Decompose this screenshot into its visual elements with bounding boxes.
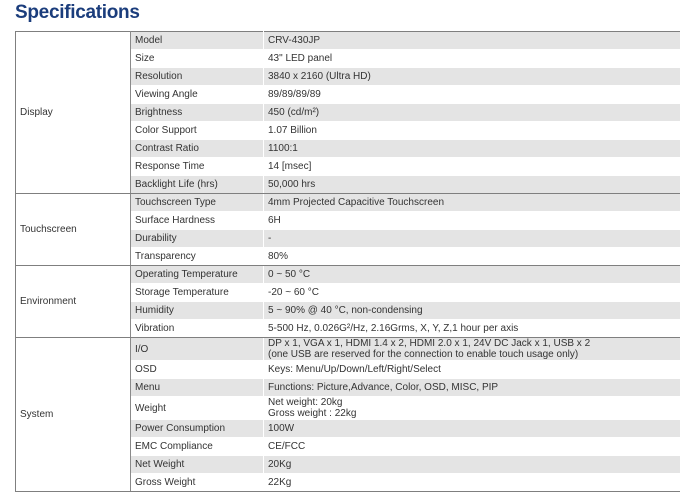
spec-label: OSD [131,361,264,379]
page-title: Specifications [15,2,140,23]
category-label: Display [16,32,131,194]
spec-value [264,230,680,248]
spec-value-line: 20Kg [268,459,292,470]
spec-value-line: 1.07 Billion [268,125,317,136]
category-label: System [16,338,131,492]
spec-value [264,86,680,104]
spec-value-line: 14 [msec] [268,161,312,172]
spec-value [264,284,680,302]
spec-value [264,176,680,194]
spec-value [264,248,680,266]
spec-value-line: 1100:1 [268,143,298,154]
spec-label: Model [131,32,264,50]
spec-value-line: 100W [268,423,295,434]
spec-value [264,212,680,230]
spec-value [264,266,680,284]
spec-value [264,158,680,176]
spec-label: Storage Temperature [131,284,264,302]
spec-label: Gross Weight [131,474,264,492]
spec-value [264,397,680,420]
spec-label: Size [131,50,264,68]
spec-label: Menu [131,379,264,397]
spec-label: Backlight Life (hrs) [131,176,264,194]
spec-value-line: (one USB are reserved for the connection to enable touch usage only) [268,349,579,360]
spec-label: Touchscreen Type [131,194,264,212]
spec-label: Vibration [131,320,264,338]
spec-label: Color Support [131,122,264,140]
spec-value-line: Gross weight : 22kg [268,408,357,419]
spec-value [264,456,680,474]
spec-value [264,104,680,122]
spec-label: Resolution [131,68,264,86]
spec-label: Contrast Ratio [131,140,264,158]
spec-label: Durability [131,230,264,248]
spec-value-line: -20 ~ 60 °C [268,287,319,298]
spec-value-line: 5-500 Hz, 0.026G²/Hz, 2.16Grms, X, Y, Z,1 hour per axis [268,323,519,334]
spec-value [264,474,680,492]
spec-value-line: - [268,233,272,244]
spec-value-line: DP x 1, VGA x 1, HDMI 1.4 x 2, HDMI 2.0 x 1, 24V DC Jack x 1, USB x 2 [268,338,591,349]
spec-value-line: 80% [268,251,289,262]
spec-label: Net Weight [131,456,264,474]
spec-value-line: 0 ~ 50 °C [268,269,311,280]
spec-value [264,32,680,50]
table-row [16,338,680,361]
spec-label: Viewing Angle [131,86,264,104]
spec-value [264,361,680,379]
table-row [16,194,680,212]
spec-value [264,438,680,456]
spec-value [264,420,680,438]
table-row [16,32,680,50]
spec-label: Operating Temperature [131,266,264,284]
spec-value [264,194,680,212]
spec-label: EMC Compliance [131,438,264,456]
spec-value-line: Keys: Menu/Up/Down/Left/Right/Select [268,364,441,375]
table-row [16,266,680,284]
spec-value [264,122,680,140]
category-label: Touchscreen [16,194,131,266]
spec-value-line: 3840 x 2160 (Ultra HD) [268,71,371,82]
category-label: Environment [16,266,131,338]
spec-value-line: CRV-430JP [268,35,321,46]
spec-value [264,302,680,320]
spec-label: Humidity [131,302,264,320]
specifications-table [15,31,680,492]
spec-label: Power Consumption [131,420,264,438]
spec-label: Weight [131,397,264,420]
spec-value-line: Functions: Picture,Advance, Color, OSD, MISC, PIP [268,382,499,393]
spec-value-line: 5 ~ 90% @ 40 °C, non-condensing [268,305,423,316]
spec-value [264,320,680,338]
spec-value-line: 6H [268,215,281,226]
spec-label: I/O [131,338,264,361]
spec-value-line: Net weight: 20kg [268,397,343,408]
spec-label: Response Time [131,158,264,176]
spec-value-line: 89/89/89/89 [268,89,321,100]
spec-value-line: 43" LED panel [268,53,333,64]
spec-value-line: 450 (cd/m²) [268,107,320,118]
spec-value-line: 4mm Projected Capacitive Touchscreen [268,197,445,208]
spec-value [264,379,680,397]
spec-value [264,68,680,86]
spec-value [264,50,680,68]
spec-value-line: 22Kg [268,477,292,488]
spec-value [264,338,680,361]
spec-value-line: CE/FCC [268,441,306,452]
spec-value-line: 50,000 hrs [268,179,316,190]
spec-label: Brightness [131,104,264,122]
spec-label: Transparency [131,248,264,266]
spec-value [264,140,680,158]
spec-label: Surface Hardness [131,212,264,230]
